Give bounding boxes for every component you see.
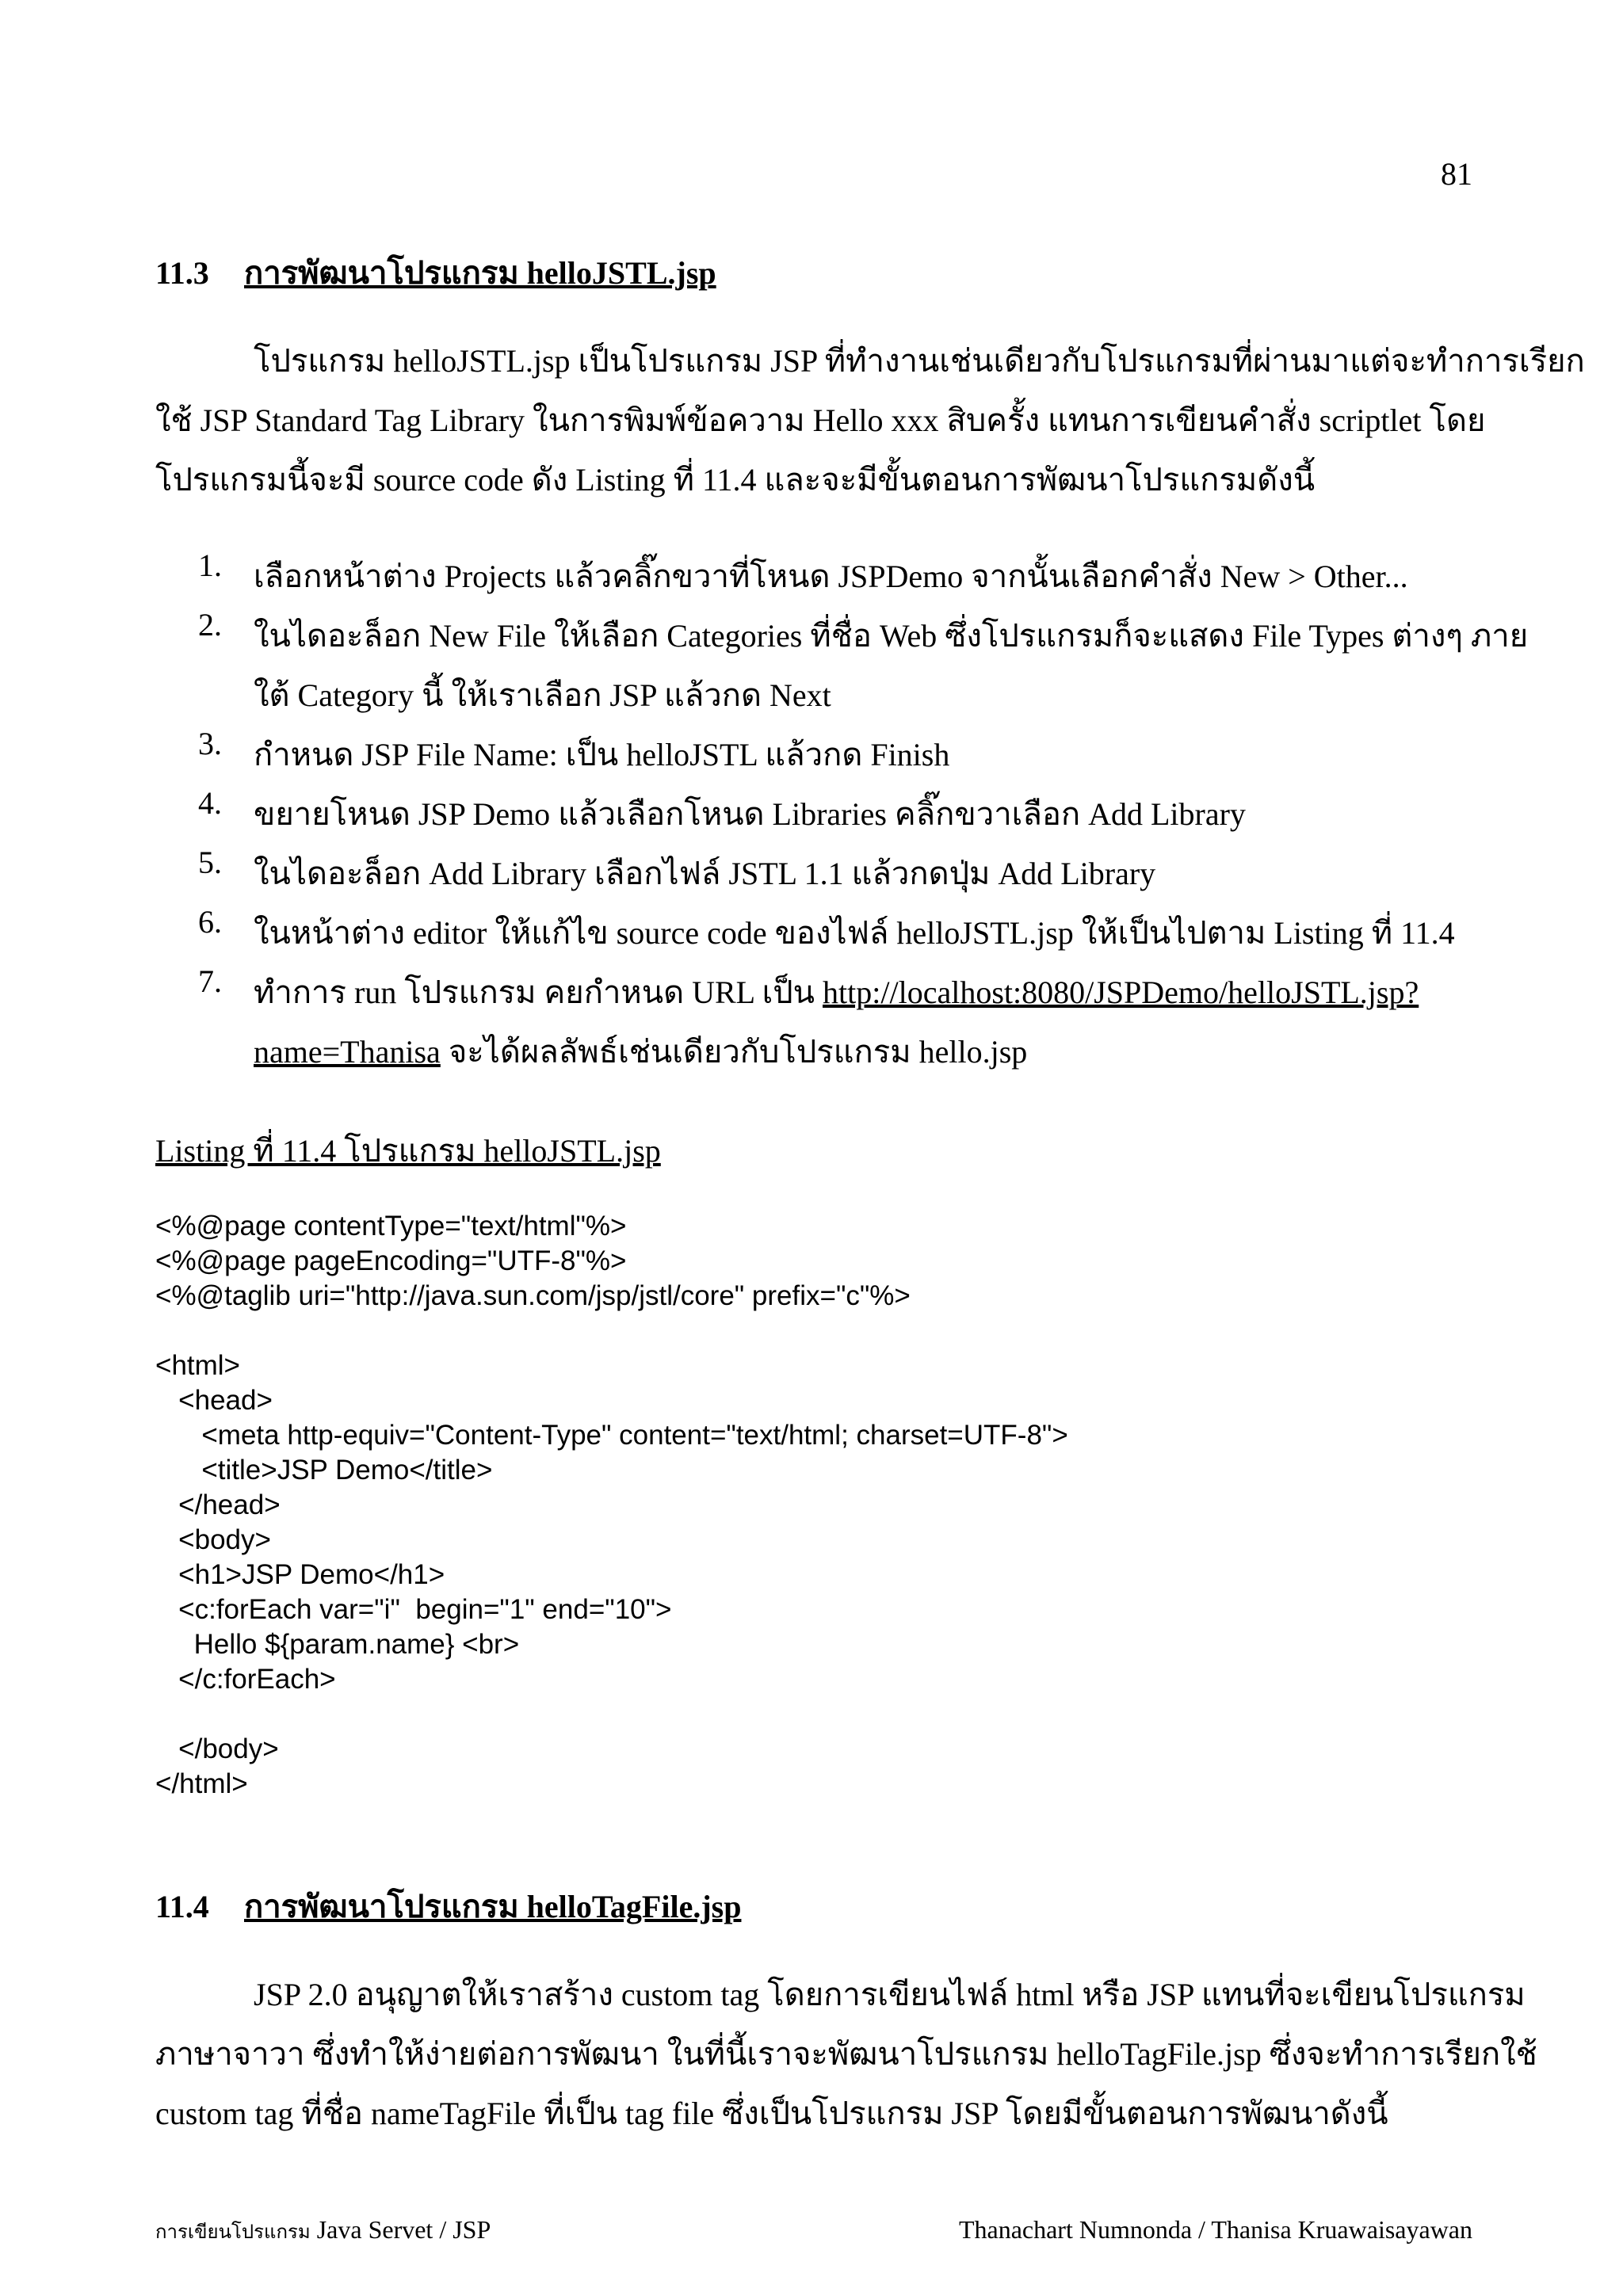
url-link-continued[interactable]: name=Thanisa (254, 1034, 441, 1070)
list-item (198, 963, 1482, 1081)
list-item (198, 725, 1482, 784)
paragraph-line: custom tag ที่ชื่อ nameTagFile ที่เป็น tag file ซึ่งเป็นโปรแกรม JSP โดยมีขั้นตอนการพัฒนาดังนี้ (155, 2096, 1388, 2131)
footer-left (155, 2215, 491, 2247)
step-number: 6. (198, 904, 222, 940)
list-item (198, 903, 1482, 963)
page-number: 81 (1441, 156, 1472, 192)
paragraph-line: JSP 2.0 อนุญาตให้เราสร้าง custom tag โดยการเขียนไฟล์ html หรือ JSP แทนที่จะเขียนโปรแกรม (254, 1977, 1526, 2012)
step-text: กำหนด JSP File Name: เป็น helloJSTL แล้วกด Finish (254, 737, 950, 772)
steps-list (198, 547, 1529, 1081)
section-number: 11.4 (155, 1889, 209, 1924)
step-text: ในไดอะล็อก Add Library เลือกไฟล์ JSTL 1.1 แล้วกดปุ่ม Add Library (254, 856, 1156, 891)
list-item (198, 784, 1482, 844)
section-title: การพัฒนาโปรแกรม helloJSTL.jsp (244, 255, 716, 291)
step-number: 4. (198, 785, 222, 821)
listing-caption: Listing ที่ 11.4 โปรแกรม helloJSTL.jsp (155, 1133, 661, 1169)
paragraph-line: โปรแกรมนี้จะมี source code ดัง Listing ที่ 11.4 และจะมีขั้นตอนการพัฒนาโปรแกรมดังนี้ (155, 462, 1316, 498)
list-item (198, 606, 1529, 725)
section-heading-11-4 (155, 1881, 741, 1932)
step-text: ขยายโหนด JSP Demo แล้วเลือกโหนด Libraries คลิ๊กขวาเลือก Add Library (254, 796, 1246, 832)
url-link[interactable]: http://localhost:8080/JSPDemo/helloJSTL.jsp? (823, 974, 1419, 1010)
step-text (254, 963, 1482, 1022)
paragraph-line: โปรแกรม helloJSTL.jsp เป็นโปรแกรม JSP ที่ทำงานเช่นเดียวกับโปรแกรมที่ผ่านมาแต่จะทำการเรียก (254, 343, 1585, 379)
list-item (198, 547, 1482, 606)
list-item (198, 844, 1482, 903)
step-text: ใต้ Category นี้ ให้เราเลือก JSP แล้วกด Next (254, 677, 831, 713)
step-number: 2. (198, 607, 222, 643)
step-text: ในไดอะล็อก New File ให้เลือก Categories ที่ชื่อ Web ซึ่งโปรแกรมก็จะแสดง File Types ต่างๆ ภาย (254, 618, 1529, 654)
step-number: 3. (198, 726, 222, 761)
footer-left-thai: การเขียนโปรแกรม (155, 2222, 311, 2243)
step-number: 5. (198, 845, 222, 880)
section-title: การพัฒนาโปรแกรม helloTagFile.jsp (244, 1889, 742, 1924)
intro-paragraph-11-4 (155, 1965, 1537, 2143)
code-listing: <%@page contentType="text/html"%> <%@page pageEncoding="UTF-8"%> <%@taglib uri="http://java.sun.com/jsp/jstl/core" prefix="c"%> <html> <head> <meta http-equiv="Content-Type" content="text/html; charset=UTF-8"> <title>JSP Demo</title> </head> <body> <h1>JSP Demo</h1> <c:forEach var="i" begin="1" end="10"> Hello ${param.name} <br> </c:forEach> </body> </html> (155, 1211, 1068, 1799)
step-text-prefix: ทำการ run โปรแกรม คยกำหนด URL เป็น (254, 974, 823, 1010)
step-number: 7. (198, 963, 222, 999)
paragraph-line: ภาษาจาวา ซึ่งทำให้ง่ายต่อการพัฒนา ในที่นี้เราจะพัฒนาโปรแกรม helloTagFile.jsp ซึ่งจะทำการเรียกใช้ (155, 2036, 1537, 2072)
step-text: เลือกหน้าต่าง Projects แล้วคลิ๊กขวาที่โหนด JSPDemo จากนั้นเลือกคำสั่ง New > Other... (254, 559, 1408, 594)
intro-paragraph-11-3 (155, 331, 1585, 509)
section-number: 11.3 (155, 255, 209, 291)
step-text (254, 1022, 1482, 1081)
step-text: ในหน้าต่าง editor ให้แก้ไข source code ของไฟล์ helloJSTL.jsp ให้เป็นไปตาม Listing ที่ 11.4 (254, 915, 1455, 951)
step-number: 1. (198, 547, 222, 583)
paragraph-line: ใช้ JSP Standard Tag Library ในการพิมพ์ข้อความ Hello xxx สิบครั้ง แทนการเขียนคำสั่ง scriptlet โดย (155, 402, 1486, 438)
section-heading-11-3 (155, 247, 716, 298)
step-text-suffix: จะได้ผลลัพธ์เช่นเดียวกับโปรแกรม hello.jsp (440, 1034, 1028, 1070)
footer-authors: Thanachart Numnonda / Thanisa Kruawaisayawan (958, 2215, 1472, 2244)
footer-left-title: Java Servet / JSP (310, 2215, 491, 2244)
